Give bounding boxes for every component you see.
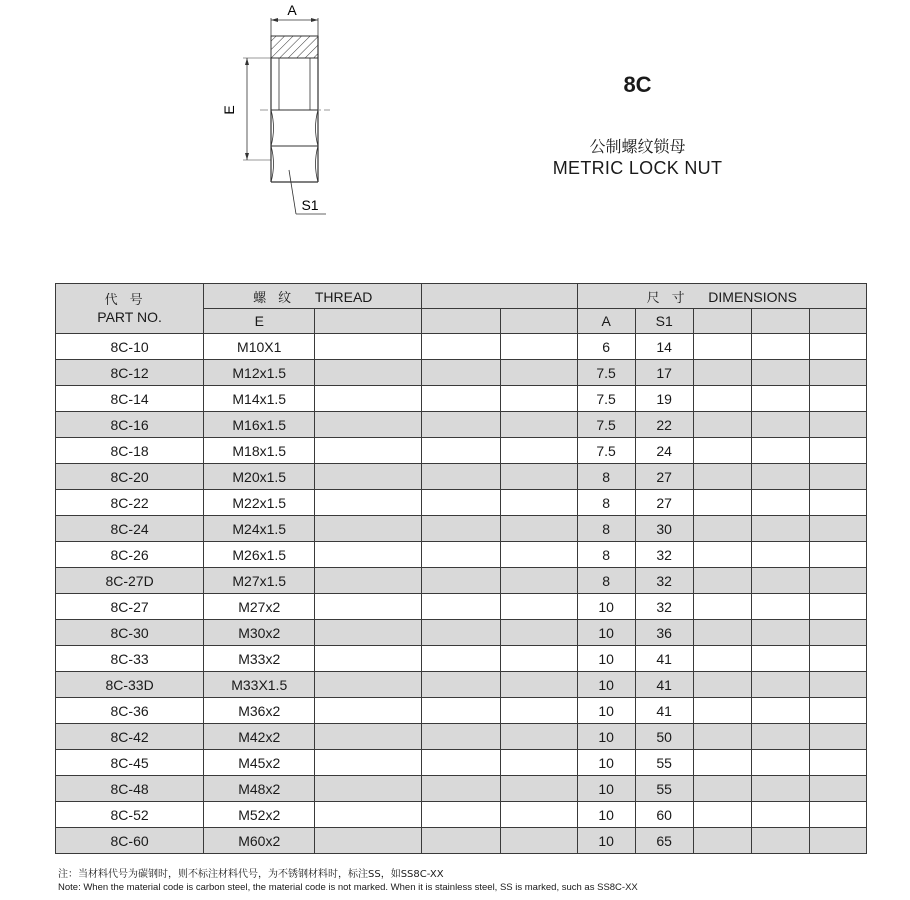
empty-cell — [422, 542, 500, 568]
empty-cell — [315, 360, 422, 386]
empty-cell — [751, 412, 809, 438]
thread-cell: M27x1.5 — [204, 568, 315, 594]
part-no-cell: 8C-33 — [56, 646, 204, 672]
dim-s1-cell: 32 — [635, 568, 693, 594]
empty-cell — [693, 802, 751, 828]
empty-cell — [693, 464, 751, 490]
empty-cell — [315, 542, 422, 568]
empty-cell — [500, 724, 577, 750]
spec-table — [55, 283, 867, 854]
thread-header-cn: 螺纹 — [253, 290, 304, 306]
thread-cell: M10X1 — [204, 334, 315, 360]
empty-cell — [809, 412, 866, 438]
empty-cell — [751, 386, 809, 412]
dimensions-header-cn: 尺寸 — [646, 290, 697, 306]
empty-cell — [809, 750, 866, 776]
empty-cell — [422, 724, 500, 750]
notes — [58, 868, 888, 894]
dim-s1-cell: 55 — [635, 776, 693, 802]
part-no-cell: 8C-33D — [56, 672, 204, 698]
empty-cell — [315, 594, 422, 620]
thread-cell: M26x1.5 — [204, 542, 315, 568]
empty-cell — [751, 698, 809, 724]
part-no-cell: 8C-45 — [56, 750, 204, 776]
dim-s1-cell: 65 — [635, 828, 693, 854]
thread-cell: M42x2 — [204, 724, 315, 750]
empty-cell — [315, 438, 422, 464]
dim-a-cell: 10 — [577, 776, 635, 802]
dimensions-header — [577, 284, 866, 309]
thread-header-en: THREAD — [314, 288, 373, 305]
empty-cell — [751, 360, 809, 386]
empty-cell — [809, 516, 866, 542]
empty-cell — [693, 360, 751, 386]
part-no-header — [56, 284, 204, 334]
lock-nut-drawing — [210, 0, 360, 230]
empty-cell — [809, 568, 866, 594]
thread-cell: M33X1.5 — [204, 672, 315, 698]
empty-cell — [693, 698, 751, 724]
empty-cell — [693, 620, 751, 646]
part-no-cell: 8C-36 — [56, 698, 204, 724]
empty-cell — [315, 568, 422, 594]
empty-cell — [422, 750, 500, 776]
dim-a-label: A — [287, 2, 297, 18]
dim-a-cell: 7.5 — [577, 438, 635, 464]
empty-cell — [315, 750, 422, 776]
empty-cell — [422, 776, 500, 802]
empty-cell — [751, 334, 809, 360]
empty-cell — [500, 516, 577, 542]
dim-a-cell: 8 — [577, 568, 635, 594]
dim-s1-cell: 41 — [635, 646, 693, 672]
table-row — [56, 464, 867, 490]
empty-cell — [751, 594, 809, 620]
dim-s1-cell: 36 — [635, 620, 693, 646]
empty-cell — [500, 490, 577, 516]
empty-cell — [422, 828, 500, 854]
blank-header — [422, 284, 577, 309]
empty-header — [315, 309, 422, 334]
empty-cell — [809, 386, 866, 412]
empty-cell — [809, 620, 866, 646]
empty-header — [751, 309, 809, 334]
table-header-row-1 — [56, 284, 867, 309]
empty-cell — [751, 620, 809, 646]
empty-cell — [693, 828, 751, 854]
empty-cell — [500, 464, 577, 490]
table-row — [56, 568, 867, 594]
empty-cell — [693, 542, 751, 568]
thread-cell: M52x2 — [204, 802, 315, 828]
empty-cell — [751, 542, 809, 568]
thread-cell: M60x2 — [204, 828, 315, 854]
thread-cell: M36x2 — [204, 698, 315, 724]
dim-a-cell: 10 — [577, 750, 635, 776]
empty-cell — [751, 672, 809, 698]
thread-cell: M33x2 — [204, 646, 315, 672]
thread-cell: M22x1.5 — [204, 490, 315, 516]
empty-cell — [422, 594, 500, 620]
empty-cell — [693, 568, 751, 594]
empty-cell — [809, 334, 866, 360]
dim-s1-cell: 55 — [635, 750, 693, 776]
dim-a-cell: 8 — [577, 516, 635, 542]
empty-cell — [751, 490, 809, 516]
empty-cell — [315, 646, 422, 672]
thread-cell: M16x1.5 — [204, 412, 315, 438]
part-no-cell: 8C-30 — [56, 620, 204, 646]
empty-cell — [693, 750, 751, 776]
table-row — [56, 724, 867, 750]
table-row — [56, 698, 867, 724]
thread-header — [204, 284, 422, 309]
empty-cell — [809, 594, 866, 620]
table-row — [56, 516, 867, 542]
part-no-cell: 8C-60 — [56, 828, 204, 854]
empty-cell — [422, 802, 500, 828]
empty-cell — [315, 516, 422, 542]
dim-a-cell: 10 — [577, 620, 635, 646]
empty-cell — [809, 542, 866, 568]
empty-cell — [422, 464, 500, 490]
dim-s1-cell: 24 — [635, 438, 693, 464]
dim-a-cell: 7.5 — [577, 360, 635, 386]
empty-cell — [500, 828, 577, 854]
thread-e-header: E — [204, 309, 315, 334]
empty-cell — [809, 360, 866, 386]
thread-cell: M14x1.5 — [204, 386, 315, 412]
dim-s1-cell: 17 — [635, 360, 693, 386]
part-no-cell: 8C-22 — [56, 490, 204, 516]
thread-cell: M48x2 — [204, 776, 315, 802]
table-row — [56, 542, 867, 568]
product-name-cn: 公制螺纹锁母 — [589, 137, 686, 156]
dim-s1-cell: 32 — [635, 594, 693, 620]
dim-a-cell: 8 — [577, 490, 635, 516]
thread-cell: M24x1.5 — [204, 516, 315, 542]
dim-a-cell: 10 — [577, 594, 635, 620]
empty-cell — [500, 672, 577, 698]
dim-s1-header: S1 — [635, 309, 693, 334]
empty-cell — [500, 438, 577, 464]
empty-cell — [751, 568, 809, 594]
empty-cell — [500, 568, 577, 594]
empty-cell — [315, 724, 422, 750]
dim-s1-cell: 41 — [635, 698, 693, 724]
empty-cell — [693, 594, 751, 620]
empty-cell — [751, 438, 809, 464]
empty-cell — [693, 724, 751, 750]
table-row — [56, 646, 867, 672]
empty-cell — [500, 334, 577, 360]
empty-cell — [809, 698, 866, 724]
empty-cell — [751, 724, 809, 750]
empty-cell — [315, 802, 422, 828]
part-no-cell: 8C-12 — [56, 360, 204, 386]
empty-cell — [751, 516, 809, 542]
empty-cell — [422, 516, 500, 542]
table-row — [56, 490, 867, 516]
empty-cell — [693, 516, 751, 542]
part-no-cell: 8C-48 — [56, 776, 204, 802]
dim-a-cell: 10 — [577, 828, 635, 854]
empty-cell — [500, 776, 577, 802]
dim-a-header: A — [577, 309, 635, 334]
empty-cell — [693, 672, 751, 698]
part-no-cell: 8C-24 — [56, 516, 204, 542]
empty-cell — [500, 646, 577, 672]
note-cn: 注：当材料代号为碳钢时，则不标注材料代号，为不锈钢材料时，标注SS，如SS8C-XX — [58, 869, 444, 880]
dim-a-cell: 10 — [577, 802, 635, 828]
empty-cell — [422, 672, 500, 698]
empty-cell — [315, 464, 422, 490]
empty-cell — [422, 334, 500, 360]
empty-cell — [500, 594, 577, 620]
empty-header — [422, 309, 500, 334]
empty-header — [693, 309, 751, 334]
dim-a-cell: 8 — [577, 542, 635, 568]
part-no-cell: 8C-52 — [56, 802, 204, 828]
empty-cell — [693, 776, 751, 802]
empty-cell — [693, 438, 751, 464]
empty-cell — [693, 412, 751, 438]
part-no-cell: 8C-27 — [56, 594, 204, 620]
thread-cell: M30x2 — [204, 620, 315, 646]
empty-cell — [751, 802, 809, 828]
dim-a-cell: 7.5 — [577, 386, 635, 412]
empty-cell — [422, 646, 500, 672]
empty-cell — [315, 672, 422, 698]
part-no-header-cn: 代号 — [104, 292, 155, 308]
empty-cell — [809, 776, 866, 802]
dim-s1-cell: 60 — [635, 802, 693, 828]
dim-s1-cell: 41 — [635, 672, 693, 698]
part-no-cell: 8C-27D — [56, 568, 204, 594]
part-no-cell: 8C-18 — [56, 438, 204, 464]
empty-cell — [500, 386, 577, 412]
table-row — [56, 438, 867, 464]
table-row — [56, 750, 867, 776]
empty-cell — [315, 334, 422, 360]
empty-cell — [809, 802, 866, 828]
thread-cell: M18x1.5 — [204, 438, 315, 464]
dim-s1-cell: 27 — [635, 490, 693, 516]
empty-cell — [500, 750, 577, 776]
empty-cell — [422, 438, 500, 464]
note-en: Note: When the material code is carbon steel, the material code is not marked. When it is stainless steel, SS is marked, such as SS8C-XX — [58, 882, 638, 893]
dim-a-cell: 7.5 — [577, 412, 635, 438]
table-row — [56, 386, 867, 412]
empty-cell — [751, 750, 809, 776]
empty-header — [500, 309, 577, 334]
dim-a-cell: 10 — [577, 724, 635, 750]
empty-cell — [422, 360, 500, 386]
thread-cell: M27x2 — [204, 594, 315, 620]
dim-e-label: E — [221, 105, 237, 115]
part-no-cell: 8C-42 — [56, 724, 204, 750]
table-row — [56, 776, 867, 802]
empty-cell — [751, 828, 809, 854]
empty-cell — [500, 698, 577, 724]
dim-a-cell: 10 — [577, 646, 635, 672]
empty-cell — [422, 412, 500, 438]
table-row — [56, 334, 867, 360]
empty-header — [809, 309, 866, 334]
part-no-cell: 8C-10 — [56, 334, 204, 360]
empty-cell — [315, 620, 422, 646]
empty-cell — [315, 828, 422, 854]
thread-cell: M45x2 — [204, 750, 315, 776]
dim-s1-cell: 27 — [635, 464, 693, 490]
table-row — [56, 412, 867, 438]
empty-cell — [422, 568, 500, 594]
part-no-cell: 8C-14 — [56, 386, 204, 412]
empty-cell — [315, 412, 422, 438]
empty-cell — [315, 698, 422, 724]
empty-cell — [809, 828, 866, 854]
empty-cell — [315, 386, 422, 412]
empty-cell — [693, 386, 751, 412]
empty-cell — [422, 620, 500, 646]
dim-s1-label: S1 — [301, 197, 319, 213]
empty-cell — [809, 438, 866, 464]
empty-cell — [422, 490, 500, 516]
empty-cell — [500, 360, 577, 386]
dim-a-cell: 8 — [577, 464, 635, 490]
dim-a-cell: 10 — [577, 698, 635, 724]
empty-cell — [500, 620, 577, 646]
empty-cell — [751, 646, 809, 672]
table-row — [56, 672, 867, 698]
part-no-cell: 8C-26 — [56, 542, 204, 568]
empty-cell — [693, 646, 751, 672]
empty-cell — [500, 412, 577, 438]
table-row — [56, 594, 867, 620]
thread-cell: M12x1.5 — [204, 360, 315, 386]
empty-cell — [751, 776, 809, 802]
dim-a-cell: 6 — [577, 334, 635, 360]
empty-cell — [500, 542, 577, 568]
empty-cell — [315, 776, 422, 802]
table-row — [56, 360, 867, 386]
empty-cell — [422, 386, 500, 412]
dim-s1-cell: 22 — [635, 412, 693, 438]
table-row — [56, 620, 867, 646]
dimensions-header-en: DIMENSIONS — [708, 288, 797, 305]
empty-cell — [693, 490, 751, 516]
table-row — [56, 828, 867, 854]
dim-a-cell: 10 — [577, 672, 635, 698]
dim-s1-cell: 32 — [635, 542, 693, 568]
empty-cell — [809, 724, 866, 750]
product-code: 8C — [623, 72, 652, 97]
table-row — [56, 802, 867, 828]
empty-cell — [422, 698, 500, 724]
empty-cell — [751, 464, 809, 490]
empty-cell — [809, 672, 866, 698]
part-no-cell: 8C-20 — [56, 464, 204, 490]
empty-cell — [809, 646, 866, 672]
empty-cell — [500, 802, 577, 828]
empty-cell — [693, 334, 751, 360]
product-name-en: METRIC LOCK NUT — [552, 158, 723, 178]
part-no-cell: 8C-16 — [56, 412, 204, 438]
dim-s1-cell: 19 — [635, 386, 693, 412]
thread-cell: M20x1.5 — [204, 464, 315, 490]
dim-s1-cell: 30 — [635, 516, 693, 542]
empty-cell — [809, 490, 866, 516]
empty-cell — [315, 490, 422, 516]
dim-s1-cell: 50 — [635, 724, 693, 750]
part-no-header-en: PART NO. — [97, 308, 162, 325]
dim-s1-cell: 14 — [635, 334, 693, 360]
empty-cell — [809, 464, 866, 490]
